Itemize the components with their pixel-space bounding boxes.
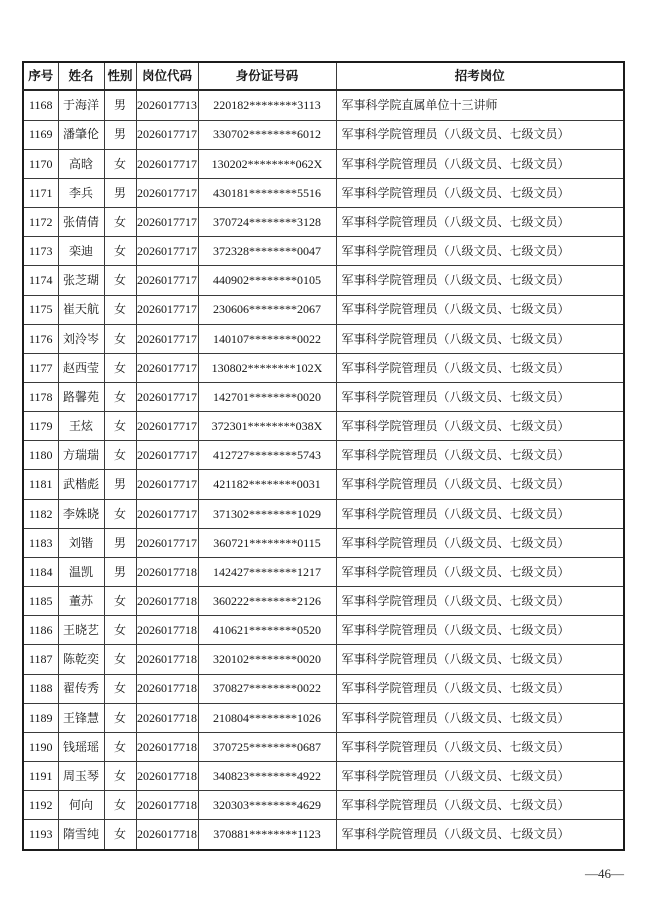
cell-job-code: 2026017717 <box>136 120 198 149</box>
cell-id-number: 142701********0020 <box>198 383 336 412</box>
cell-index: 1190 <box>23 732 58 761</box>
cell-position: 军事科学院管理员（八级文员、七级文员） <box>336 295 624 324</box>
cell-index: 1175 <box>23 295 58 324</box>
cell-index: 1171 <box>23 178 58 207</box>
cell-index: 1188 <box>23 674 58 703</box>
cell-job-code: 2026017718 <box>136 732 198 761</box>
col-header-name: 姓名 <box>58 62 104 90</box>
cell-index: 1184 <box>23 557 58 586</box>
cell-id-number: 421182********0031 <box>198 470 336 499</box>
table-row <box>23 499 624 528</box>
cell-index: 1180 <box>23 441 58 470</box>
cell-gender: 女 <box>104 703 136 732</box>
col-header-id-number: 身份证号码 <box>198 62 336 90</box>
cell-name: 何向 <box>58 791 104 820</box>
cell-job-code: 2026017717 <box>136 266 198 295</box>
cell-name: 赵西莹 <box>58 353 104 382</box>
table-row <box>23 587 624 616</box>
cell-job-code: 2026017717 <box>136 353 198 382</box>
cell-name: 栾迪 <box>58 237 104 266</box>
cell-id-number: 370725********0687 <box>198 732 336 761</box>
cell-name: 陈乾奕 <box>58 645 104 674</box>
cell-name: 温凯 <box>58 557 104 586</box>
cell-index: 1172 <box>23 208 58 237</box>
table-row <box>23 674 624 703</box>
cell-id-number: 320102********0020 <box>198 645 336 674</box>
cell-index: 1176 <box>23 324 58 353</box>
table-row <box>23 295 624 324</box>
cell-job-code: 2026017717 <box>136 237 198 266</box>
cell-gender: 女 <box>104 208 136 237</box>
cell-index: 1177 <box>23 353 58 382</box>
cell-name: 王晓艺 <box>58 616 104 645</box>
table-row <box>23 178 624 207</box>
cell-gender: 女 <box>104 412 136 441</box>
cell-position: 军事科学院管理员（八级文员、七级文员） <box>336 324 624 353</box>
cell-gender: 男 <box>104 470 136 499</box>
cell-gender: 男 <box>104 557 136 586</box>
cell-id-number: 220182********3113 <box>198 90 336 120</box>
cell-position: 军事科学院管理员（八级文员、七级文员） <box>336 528 624 557</box>
cell-gender: 女 <box>104 383 136 412</box>
cell-gender: 女 <box>104 616 136 645</box>
cell-name: 王炫 <box>58 412 104 441</box>
cell-index: 1173 <box>23 237 58 266</box>
table-row <box>23 120 624 149</box>
cell-id-number: 130202********062X <box>198 149 336 178</box>
table-header <box>23 62 624 90</box>
cell-index: 1189 <box>23 703 58 732</box>
cell-gender: 女 <box>104 674 136 703</box>
cell-id-number: 370881********1123 <box>198 820 336 850</box>
cell-position: 军事科学院管理员（八级文员、七级文员） <box>336 732 624 761</box>
cell-gender: 女 <box>104 295 136 324</box>
table-row <box>23 820 624 850</box>
cell-position: 军事科学院管理员（八级文员、七级文员） <box>336 353 624 382</box>
cell-index: 1192 <box>23 791 58 820</box>
cell-job-code: 2026017717 <box>136 470 198 499</box>
table-row <box>23 762 624 791</box>
cell-gender: 女 <box>104 353 136 382</box>
table-body <box>23 90 624 850</box>
cell-index: 1169 <box>23 120 58 149</box>
col-header-index: 序号 <box>23 62 58 90</box>
cell-gender: 女 <box>104 237 136 266</box>
cell-gender: 女 <box>104 499 136 528</box>
cell-index: 1193 <box>23 820 58 850</box>
cell-position: 军事科学院管理员（八级文员、七级文员） <box>336 178 624 207</box>
cell-name: 李兵 <box>58 178 104 207</box>
cell-gender: 男 <box>104 90 136 120</box>
table-row <box>23 383 624 412</box>
cell-position: 军事科学院管理员（八级文员、七级文员） <box>336 266 624 295</box>
cell-name: 高晗 <box>58 149 104 178</box>
cell-id-number: 340823********4922 <box>198 762 336 791</box>
cell-index: 1168 <box>23 90 58 120</box>
cell-gender: 女 <box>104 820 136 850</box>
cell-id-number: 430181********5516 <box>198 178 336 207</box>
header-row <box>23 62 624 90</box>
cell-job-code: 2026017718 <box>136 820 198 850</box>
cell-name: 李姝晓 <box>58 499 104 528</box>
cell-id-number: 370827********0022 <box>198 674 336 703</box>
cell-name: 路馨苑 <box>58 383 104 412</box>
cell-job-code: 2026017718 <box>136 557 198 586</box>
cell-job-code: 2026017718 <box>136 616 198 645</box>
cell-id-number: 140107********0022 <box>198 324 336 353</box>
cell-job-code: 2026017718 <box>136 762 198 791</box>
cell-job-code: 2026017717 <box>136 499 198 528</box>
cell-gender: 女 <box>104 762 136 791</box>
table-row <box>23 470 624 499</box>
cell-name: 董苏 <box>58 587 104 616</box>
cell-id-number: 372301********038X <box>198 412 336 441</box>
cell-gender: 男 <box>104 178 136 207</box>
cell-id-number: 320303********4629 <box>198 791 336 820</box>
cell-index: 1174 <box>23 266 58 295</box>
cell-gender: 女 <box>104 791 136 820</box>
cell-job-code: 2026017717 <box>136 383 198 412</box>
cell-index: 1181 <box>23 470 58 499</box>
cell-index: 1178 <box>23 383 58 412</box>
cell-gender: 女 <box>104 324 136 353</box>
table-row <box>23 412 624 441</box>
cell-gender: 女 <box>104 266 136 295</box>
cell-gender: 女 <box>104 441 136 470</box>
cell-index: 1187 <box>23 645 58 674</box>
cell-position: 军事科学院管理员（八级文员、七级文员） <box>336 441 624 470</box>
cell-position: 军事科学院管理员（八级文员、七级文员） <box>336 383 624 412</box>
cell-index: 1179 <box>23 412 58 441</box>
cell-job-code: 2026017713 <box>136 90 198 120</box>
cell-gender: 女 <box>104 587 136 616</box>
cell-id-number: 372328********0047 <box>198 237 336 266</box>
table-row <box>23 703 624 732</box>
cell-id-number: 210804********1026 <box>198 703 336 732</box>
cell-job-code: 2026017717 <box>136 295 198 324</box>
cell-gender: 女 <box>104 149 136 178</box>
table-row <box>23 557 624 586</box>
cell-index: 1185 <box>23 587 58 616</box>
cell-id-number: 440902********0105 <box>198 266 336 295</box>
cell-gender: 男 <box>104 528 136 557</box>
cell-name: 王锋慧 <box>58 703 104 732</box>
cell-name: 于海洋 <box>58 90 104 120</box>
cell-index: 1182 <box>23 499 58 528</box>
col-header-job-code: 岗位代码 <box>136 62 198 90</box>
cell-name: 崔天航 <box>58 295 104 324</box>
cell-name: 刘泠岑 <box>58 324 104 353</box>
cell-position: 军事科学院管理员（八级文员、七级文员） <box>336 674 624 703</box>
cell-position: 军事科学院管理员（八级文员、七级文员） <box>336 412 624 441</box>
cell-id-number: 360721********0115 <box>198 528 336 557</box>
cell-name: 方瑞瑞 <box>58 441 104 470</box>
cell-id-number: 230606********2067 <box>198 295 336 324</box>
col-header-position: 招考岗位 <box>336 62 624 90</box>
table-row <box>23 353 624 382</box>
cell-id-number: 142427********1217 <box>198 557 336 586</box>
cell-name: 武楷彪 <box>58 470 104 499</box>
cell-position: 军事科学院管理员（八级文员、七级文员） <box>336 557 624 586</box>
table-row <box>23 324 624 353</box>
cell-job-code: 2026017717 <box>136 208 198 237</box>
cell-id-number: 412727********5743 <box>198 441 336 470</box>
table-row <box>23 208 624 237</box>
cell-id-number: 410621********0520 <box>198 616 336 645</box>
table-row <box>23 237 624 266</box>
cell-name: 周玉琴 <box>58 762 104 791</box>
cell-index: 1191 <box>23 762 58 791</box>
cell-position: 军事科学院管理员（八级文员、七级文员） <box>336 762 624 791</box>
cell-job-code: 2026017717 <box>136 441 198 470</box>
cell-job-code: 2026017717 <box>136 528 198 557</box>
cell-id-number: 371302********1029 <box>198 499 336 528</box>
cell-job-code: 2026017718 <box>136 674 198 703</box>
cell-job-code: 2026017718 <box>136 791 198 820</box>
cell-name: 张芝瑚 <box>58 266 104 295</box>
cell-position: 军事科学院管理员（八级文员、七级文员） <box>336 149 624 178</box>
cell-gender: 女 <box>104 732 136 761</box>
cell-name: 翟传秀 <box>58 674 104 703</box>
cell-id-number: 360222********2126 <box>198 587 336 616</box>
cell-position: 军事科学院管理员（八级文员、七级文员） <box>336 645 624 674</box>
table-row <box>23 266 624 295</box>
candidate-table <box>22 61 625 851</box>
cell-position: 军事科学院直属单位十三讲师 <box>336 90 624 120</box>
table-row <box>23 791 624 820</box>
cell-index: 1170 <box>23 149 58 178</box>
cell-name: 刘锴 <box>58 528 104 557</box>
cell-position: 军事科学院管理员（八级文员、七级文员） <box>336 587 624 616</box>
cell-id-number: 130802********102X <box>198 353 336 382</box>
cell-gender: 男 <box>104 120 136 149</box>
cell-gender: 女 <box>104 645 136 674</box>
table-row <box>23 616 624 645</box>
cell-position: 军事科学院管理员（八级文员、七级文员） <box>336 120 624 149</box>
cell-job-code: 2026017717 <box>136 149 198 178</box>
cell-position: 军事科学院管理员（八级文员、七级文员） <box>336 470 624 499</box>
cell-id-number: 370724********3128 <box>198 208 336 237</box>
cell-job-code: 2026017717 <box>136 178 198 207</box>
col-header-gender: 性别 <box>104 62 136 90</box>
cell-name: 隋雪纯 <box>58 820 104 850</box>
cell-job-code: 2026017717 <box>136 324 198 353</box>
cell-index: 1186 <box>23 616 58 645</box>
table-row <box>23 732 624 761</box>
table-row <box>23 90 624 120</box>
cell-position: 军事科学院管理员（八级文员、七级文员） <box>336 791 624 820</box>
cell-position: 军事科学院管理员（八级文员、七级文员） <box>336 237 624 266</box>
table-row <box>23 528 624 557</box>
cell-position: 军事科学院管理员（八级文员、七级文员） <box>336 820 624 850</box>
table-row <box>23 441 624 470</box>
cell-name: 张倩倩 <box>58 208 104 237</box>
cell-name: 潘肇伦 <box>58 120 104 149</box>
cell-name: 钱瑶瑶 <box>58 732 104 761</box>
cell-job-code: 2026017718 <box>136 703 198 732</box>
cell-job-code: 2026017717 <box>136 412 198 441</box>
table-row <box>23 645 624 674</box>
cell-position: 军事科学院管理员（八级文员、七级文员） <box>336 208 624 237</box>
cell-index: 1183 <box>23 528 58 557</box>
cell-position: 军事科学院管理员（八级文员、七级文员） <box>336 616 624 645</box>
cell-id-number: 330702********6012 <box>198 120 336 149</box>
cell-position: 军事科学院管理员（八级文员、七级文员） <box>336 499 624 528</box>
cell-job-code: 2026017718 <box>136 645 198 674</box>
page-number: —46— <box>585 866 624 881</box>
cell-job-code: 2026017718 <box>136 587 198 616</box>
table-row <box>23 149 624 178</box>
cell-position: 军事科学院管理员（八级文员、七级文员） <box>336 703 624 732</box>
